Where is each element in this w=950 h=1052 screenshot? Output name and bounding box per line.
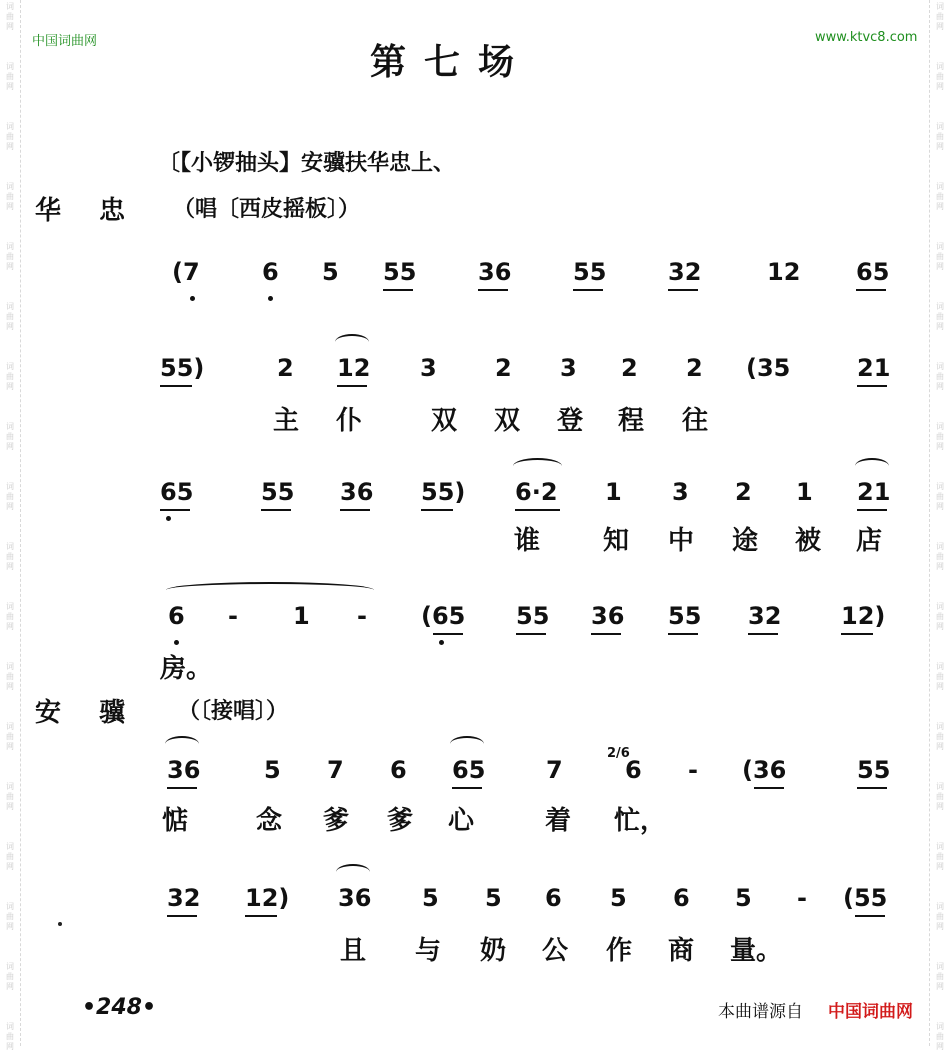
watermark-glyph: 词 曲 网 bbox=[936, 482, 944, 511]
note-group: 55) bbox=[421, 478, 466, 506]
note-group: 2 bbox=[735, 478, 752, 506]
lyric-char: 商 bbox=[668, 936, 695, 966]
beam-underline bbox=[160, 509, 190, 511]
note-group: 7 bbox=[546, 756, 563, 784]
watermark-glyph: 词 曲 网 bbox=[936, 662, 944, 691]
note-group: (65 bbox=[421, 602, 466, 630]
stage-direction: 〔【小锣抽头】安骥扶华忠上、 bbox=[158, 151, 456, 176]
note-group: 2 bbox=[277, 354, 294, 382]
note-group: 5 bbox=[485, 884, 502, 912]
note-group: - bbox=[228, 602, 238, 630]
lyric-char: 惦 bbox=[162, 806, 189, 836]
watermark-glyph: 词 曲 网 bbox=[936, 602, 944, 631]
page-title: 第七场 bbox=[370, 41, 533, 83]
slur-mark bbox=[336, 864, 370, 880]
beam-underline bbox=[668, 289, 698, 291]
note-group: 32 bbox=[668, 258, 702, 286]
note-group: 7 bbox=[327, 756, 344, 784]
beam-underline bbox=[515, 509, 560, 511]
beam-underline bbox=[452, 787, 482, 789]
lyric-char: 爹 bbox=[387, 806, 414, 836]
octave-dot bbox=[268, 296, 273, 301]
lyric-char: 作 bbox=[606, 936, 633, 966]
site-url-right: www.ktvc8.com bbox=[815, 30, 918, 45]
beam-underline bbox=[591, 633, 621, 635]
beam-underline bbox=[340, 509, 370, 511]
note-group: (36 bbox=[742, 756, 787, 784]
beam-underline bbox=[855, 915, 885, 917]
octave-dot bbox=[174, 640, 179, 645]
slur-mark bbox=[165, 736, 199, 752]
lyric-char: 奶 bbox=[480, 936, 507, 966]
watermark-glyph: 词 曲 网 bbox=[6, 2, 14, 31]
watermark-glyph: 词 曲 网 bbox=[6, 1022, 14, 1051]
lyric-char: 双 bbox=[494, 406, 521, 436]
beam-underline bbox=[841, 633, 873, 635]
note-group: 32 bbox=[748, 602, 782, 630]
source-site: 中国词曲网 bbox=[828, 1002, 913, 1022]
note-group: 6·2 bbox=[515, 478, 558, 506]
beam-underline bbox=[748, 633, 778, 635]
singing-direction-1: （唱〔西皮摇板〕） bbox=[173, 197, 361, 222]
lyric-char: 房。 bbox=[160, 654, 213, 684]
lyric-char: 往 bbox=[682, 406, 709, 436]
note-group: 1 bbox=[293, 602, 310, 630]
watermark-glyph: 词 曲 网 bbox=[6, 722, 14, 751]
note-group: 21 bbox=[857, 354, 891, 382]
lyric-char: 仆 bbox=[336, 406, 363, 436]
note-group: (55 bbox=[843, 884, 888, 912]
grace-note: 2/6 bbox=[607, 746, 630, 761]
beam-underline bbox=[856, 289, 886, 291]
role-name-huazhong: 华忠 bbox=[35, 196, 164, 226]
note-group: (7 bbox=[172, 258, 200, 286]
lyric-char: 量。 bbox=[730, 936, 783, 966]
note-group: 12 bbox=[337, 354, 371, 382]
lyric-char: 店 bbox=[856, 526, 883, 556]
page-number: •248• bbox=[82, 995, 157, 1020]
note-group: 55) bbox=[160, 354, 205, 382]
watermark-glyph: 词 曲 网 bbox=[6, 482, 14, 511]
watermark-glyph: 词 曲 网 bbox=[936, 842, 944, 871]
watermark-glyph: 词 曲 网 bbox=[936, 122, 944, 151]
beam-underline bbox=[668, 633, 698, 635]
lyric-char: 与 bbox=[415, 936, 442, 966]
note-group: 6 bbox=[545, 884, 562, 912]
beam-underline bbox=[245, 915, 277, 917]
lyric-char: 知 bbox=[603, 526, 630, 556]
watermark-glyph: 词 曲 网 bbox=[936, 62, 944, 91]
watermark-glyph: 词 曲 网 bbox=[6, 782, 14, 811]
watermark-glyph: 词 曲 网 bbox=[6, 242, 14, 271]
beam-underline bbox=[857, 385, 887, 387]
beam-underline bbox=[573, 289, 603, 291]
watermark-glyph: 词 曲 网 bbox=[6, 182, 14, 211]
note-group: 55 bbox=[668, 602, 702, 630]
watermark-glyph: 词 曲 网 bbox=[936, 362, 944, 391]
lyric-char: 爹 bbox=[323, 806, 350, 836]
watermark-glyph: 词 曲 网 bbox=[936, 542, 944, 571]
note-group: 6 bbox=[625, 756, 642, 784]
slur-mark bbox=[166, 582, 374, 598]
beam-underline bbox=[383, 289, 413, 291]
note-group: 5 bbox=[422, 884, 439, 912]
octave-dot bbox=[190, 296, 195, 301]
note-group: 5 bbox=[610, 884, 627, 912]
note-group: 65 bbox=[160, 478, 194, 506]
watermark-glyph: 词 曲 网 bbox=[936, 1022, 944, 1051]
lyric-char: 心 bbox=[448, 806, 475, 836]
beam-underline bbox=[160, 385, 192, 387]
beam-underline bbox=[857, 509, 887, 511]
note-group: - bbox=[357, 602, 367, 630]
beam-underline bbox=[857, 787, 887, 789]
note-group: 2 bbox=[621, 354, 638, 382]
singing-direction-2: （〔接唱〕） bbox=[178, 699, 289, 724]
beam-underline bbox=[167, 787, 197, 789]
beam-underline bbox=[433, 633, 463, 635]
watermark-glyph: 词 曲 网 bbox=[6, 302, 14, 331]
watermark-glyph: 词 曲 网 bbox=[936, 242, 944, 271]
note-group: - bbox=[688, 756, 698, 784]
note-group: 3 bbox=[420, 354, 437, 382]
note-group: 6 bbox=[168, 602, 185, 630]
right-watermark-strip bbox=[929, 0, 950, 1046]
beam-underline bbox=[261, 509, 291, 511]
watermark-glyph: 词 曲 网 bbox=[6, 962, 14, 991]
source-label: 本曲谱源自 bbox=[718, 1002, 803, 1022]
beam-underline bbox=[754, 787, 784, 789]
note-group: 6 bbox=[262, 258, 279, 286]
watermark-glyph: 词 曲 网 bbox=[936, 302, 944, 331]
watermark-glyph: 词 曲 网 bbox=[936, 782, 944, 811]
beam-underline bbox=[516, 633, 546, 635]
lyric-char: 忙， bbox=[614, 806, 667, 836]
watermark-glyph: 词 曲 网 bbox=[6, 902, 14, 931]
watermark-glyph: 词 曲 网 bbox=[6, 602, 14, 631]
ink-speck bbox=[58, 922, 62, 926]
lyric-char: 双 bbox=[431, 406, 458, 436]
note-group: 55 bbox=[383, 258, 417, 286]
role-name-anji: 安骥 bbox=[35, 698, 164, 728]
note-group: 5 bbox=[322, 258, 339, 286]
octave-dot bbox=[166, 516, 171, 521]
note-group: 21 bbox=[857, 478, 891, 506]
watermark-glyph: 词 曲 网 bbox=[936, 422, 944, 451]
note-group: 1 bbox=[605, 478, 622, 506]
watermark-glyph: 词 曲 网 bbox=[6, 542, 14, 571]
note-group: 36 bbox=[591, 602, 625, 630]
note-group: - bbox=[797, 884, 807, 912]
watermark-glyph: 词 曲 网 bbox=[6, 662, 14, 691]
lyric-char: 公 bbox=[542, 936, 569, 966]
watermark-glyph: 词 曲 网 bbox=[936, 182, 944, 211]
watermark-glyph: 词 曲 网 bbox=[6, 422, 14, 451]
note-group: 6 bbox=[673, 884, 690, 912]
note-group: 55 bbox=[261, 478, 295, 506]
note-group: 5 bbox=[264, 756, 281, 784]
watermark-glyph: 词 曲 网 bbox=[936, 2, 944, 31]
note-group: 32 bbox=[167, 884, 201, 912]
note-group: 36 bbox=[340, 478, 374, 506]
lyric-char: 着 bbox=[545, 806, 572, 836]
slur-mark bbox=[513, 458, 562, 474]
note-group: 3 bbox=[560, 354, 577, 382]
note-group: 6 bbox=[390, 756, 407, 784]
note-group: 55 bbox=[516, 602, 550, 630]
slur-mark bbox=[335, 334, 369, 350]
note-group: 12) bbox=[245, 884, 290, 912]
note-group: 5 bbox=[735, 884, 752, 912]
note-group: 12) bbox=[841, 602, 886, 630]
note-group: 2 bbox=[495, 354, 512, 382]
note-group: 65 bbox=[452, 756, 486, 784]
lyric-char: 主 bbox=[273, 406, 300, 436]
note-group: 36 bbox=[338, 884, 372, 912]
watermark-glyph: 词 曲 网 bbox=[6, 62, 14, 91]
watermark-glyph: 词 曲 网 bbox=[6, 362, 14, 391]
watermark-glyph: 词 曲 网 bbox=[936, 722, 944, 751]
watermark-glyph: 词 曲 网 bbox=[936, 962, 944, 991]
slur-mark bbox=[855, 458, 889, 474]
note-group: 2 bbox=[686, 354, 703, 382]
watermark-glyph: 词 曲 网 bbox=[6, 842, 14, 871]
left-watermark-strip bbox=[0, 0, 21, 1046]
lyric-char: 念 bbox=[256, 806, 283, 836]
lyric-char: 登 bbox=[557, 406, 584, 436]
lyric-char: 且 bbox=[340, 936, 367, 966]
lyric-char: 程 bbox=[618, 406, 645, 436]
slur-mark bbox=[450, 736, 484, 752]
note-group: (35 bbox=[746, 354, 791, 382]
note-group: 1 bbox=[796, 478, 813, 506]
note-group: 36 bbox=[167, 756, 201, 784]
note-group: 55 bbox=[857, 756, 891, 784]
lyric-char: 途 bbox=[732, 526, 759, 556]
beam-underline bbox=[478, 289, 508, 291]
octave-dot bbox=[439, 640, 444, 645]
watermark-glyph: 词 曲 网 bbox=[6, 122, 14, 151]
lyric-char: 谁 bbox=[514, 526, 541, 556]
site-name-left: 中国词曲网 bbox=[32, 34, 98, 49]
note-group: 36 bbox=[478, 258, 512, 286]
note-group: 65 bbox=[856, 258, 890, 286]
note-group: 12 bbox=[767, 258, 801, 286]
beam-underline bbox=[337, 385, 367, 387]
beam-underline bbox=[167, 915, 197, 917]
watermark-glyph: 词 曲 网 bbox=[936, 902, 944, 931]
note-group: 3 bbox=[672, 478, 689, 506]
lyric-char: 被 bbox=[795, 526, 822, 556]
beam-underline bbox=[421, 509, 453, 511]
lyric-char: 中 bbox=[668, 526, 695, 556]
note-group: 55 bbox=[573, 258, 607, 286]
